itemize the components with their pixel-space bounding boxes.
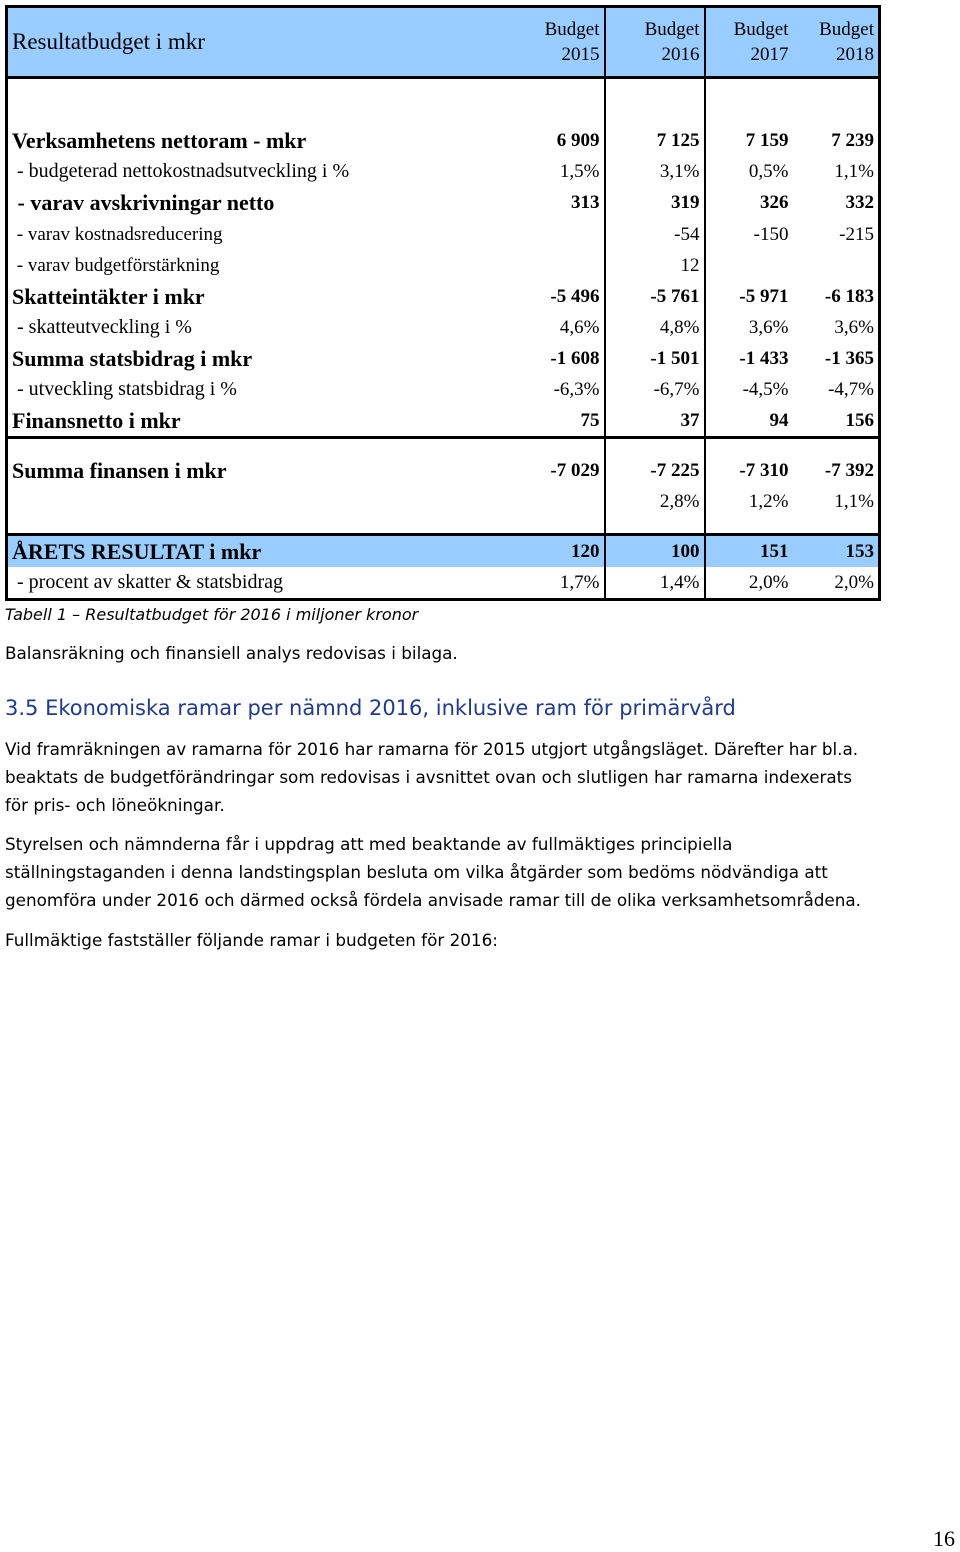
cell-value: 3,6% (748, 316, 789, 338)
cell-value: 4,6% (559, 316, 600, 338)
cell-value: -4,7% (793, 374, 880, 405)
cell-value: -1 365 (793, 343, 880, 374)
table-row (7, 343, 880, 374)
spacer-row (7, 517, 880, 535)
paragraph-line: beaktats de budgetförändringar som redovisas i avsnittet ovan och slutligen har ramarna indexerats (5, 767, 852, 787)
table-row (7, 567, 880, 600)
paragraph-line: genomföra under 2016 och därmed också fördela anvisade ramar till de olika verksamhetsområdena. (5, 890, 862, 910)
cell-value: -7 392 (793, 455, 880, 486)
row-label: Verksamhetens nettoram - mkr (7, 125, 513, 156)
column-header-2016: Budget 2016 (605, 7, 705, 78)
table-row (7, 219, 880, 250)
row-label: Finansnetto i mkr (7, 405, 513, 438)
cell-value: 151 (705, 535, 793, 568)
cell-value: 3,1% (605, 156, 705, 187)
cell-value: 4,8% (605, 312, 705, 343)
cell-value (513, 486, 605, 517)
cell-value: -6,3% (553, 378, 600, 400)
paragraph-line: Fullmäktige fastställer följande ramar i budgeten för 2016: (5, 930, 498, 950)
paragraph (5, 830, 861, 914)
cell-value (513, 250, 605, 281)
table-row (7, 374, 880, 405)
paragraph (5, 926, 498, 954)
cell-value: 1,4% (605, 567, 705, 600)
table-caption: Tabell 1 – Resultatbudget för 2016 i miljoner kronor (5, 605, 419, 624)
cell-value: 2,8% (605, 486, 705, 517)
paragraph-line: Vid framräkningen av ramarna för 2016 har ramarna för 2015 utgjort utgångsläget. Därefter har bl.a. (5, 739, 859, 759)
cell-value: 2,0% (705, 567, 793, 600)
cell-value: -150 (753, 223, 789, 245)
row-label (7, 486, 513, 517)
row-label: - budgeterad nettokostnadsutveckling i % (7, 156, 513, 187)
row-label: ÅRETS RESULTAT i mkr (7, 535, 513, 568)
page-number: 16 (933, 1526, 955, 1551)
cell-value: 94 (705, 405, 793, 438)
cell-value: 3,6% (793, 312, 880, 343)
cell-value: -5 971 (739, 285, 789, 307)
paragraph (5, 735, 858, 819)
cell-value: 7 125 (605, 125, 705, 156)
cell-value: -1 608 (550, 347, 600, 369)
cell-value: 153 (793, 535, 880, 568)
column-header-2017: Budget 2017 (705, 7, 793, 78)
cell-value: 6 909 (556, 129, 600, 151)
cell-value: -6,7% (605, 374, 705, 405)
table-row (7, 312, 880, 343)
column-header-2018: Budget 2018 (793, 7, 880, 78)
cell-value (513, 219, 605, 250)
table-row (7, 156, 880, 187)
cell-value: 156 (793, 405, 880, 438)
table-row (7, 250, 880, 281)
note-text: Balansräkning och finansiell analys redovisas i bilaga. (5, 643, 458, 663)
table-row (7, 187, 880, 219)
cell-value: 12 (605, 250, 705, 281)
cell-value: -4,5% (742, 378, 789, 400)
row-label: - varav kostnadsreducering (7, 219, 513, 250)
paragraph-line: Styrelsen och nämnderna får i uppdrag att med beaktande av fullmäktiges principiella (5, 834, 733, 854)
row-label: Summa finansen i mkr (7, 455, 513, 486)
cell-value (705, 250, 793, 281)
row-label: - procent av skatter & statsbidrag (7, 567, 513, 600)
cell-value: -7 029 (550, 459, 600, 481)
paragraph-line: för pris- och löneökningar. (5, 795, 225, 815)
table-row (7, 455, 880, 486)
cell-value: -215 (793, 219, 880, 250)
table-row (7, 281, 880, 312)
cell-value: 1,7% (513, 567, 605, 600)
table-row (7, 405, 880, 438)
table-header-row (7, 7, 880, 78)
cell-value: 7 239 (793, 125, 880, 156)
cell-value: 2,0% (793, 567, 880, 600)
row-label: - varav avskrivningar netto (7, 187, 513, 219)
table-row-result (7, 535, 880, 568)
result-budget-table (5, 5, 881, 601)
cell-value: -5 496 (550, 285, 600, 307)
cell-value: 1,5% (559, 160, 600, 182)
row-label: - utveckling statsbidrag i % (7, 374, 513, 405)
cell-value: 0,5% (748, 160, 789, 182)
row-label: Skatteintäkter i mkr (7, 281, 513, 312)
spacer-row (7, 438, 880, 456)
cell-value: 332 (793, 187, 880, 219)
cell-value: -1 433 (739, 347, 789, 369)
section-heading: 3.5 Ekonomiska ramar per nämnd 2016, inklusive ram för primärvård (5, 696, 736, 720)
paragraph-line: ställningstaganden i denna landstingsplan besluta om vilka åtgärder som bedöms nödvändiga att (5, 862, 828, 882)
cell-value: 1,1% (793, 156, 880, 187)
cell-value: 1,1% (793, 486, 880, 517)
cell-value: 100 (605, 535, 705, 568)
cell-value: 326 (760, 192, 789, 213)
cell-value: -7 225 (605, 455, 705, 486)
spacer-row (7, 78, 880, 126)
table-row (7, 125, 880, 156)
cell-value: 120 (513, 535, 605, 568)
cell-value: 37 (605, 405, 705, 438)
row-label: - varav budgetförstärkning (7, 250, 513, 281)
column-header-2015: Budget 2015 (513, 7, 605, 78)
cell-value: -1 501 (605, 343, 705, 374)
cell-value: -54 (605, 219, 705, 250)
cell-value (793, 250, 880, 281)
cell-value: -7 310 (739, 459, 789, 481)
row-label: Summa statsbidrag i mkr (7, 343, 513, 374)
cell-value: 7 159 (745, 129, 789, 151)
table-title: Resultatbudget i mkr (7, 7, 513, 78)
cell-value: -6 183 (793, 281, 880, 312)
cell-value: 1,2% (748, 490, 789, 512)
cell-value: 313 (571, 192, 600, 213)
cell-value: -5 761 (605, 281, 705, 312)
row-label: - skatteutveckling i % (7, 312, 513, 343)
cell-value: 75 (513, 405, 605, 438)
table-row (7, 486, 880, 517)
cell-value: 319 (605, 187, 705, 219)
